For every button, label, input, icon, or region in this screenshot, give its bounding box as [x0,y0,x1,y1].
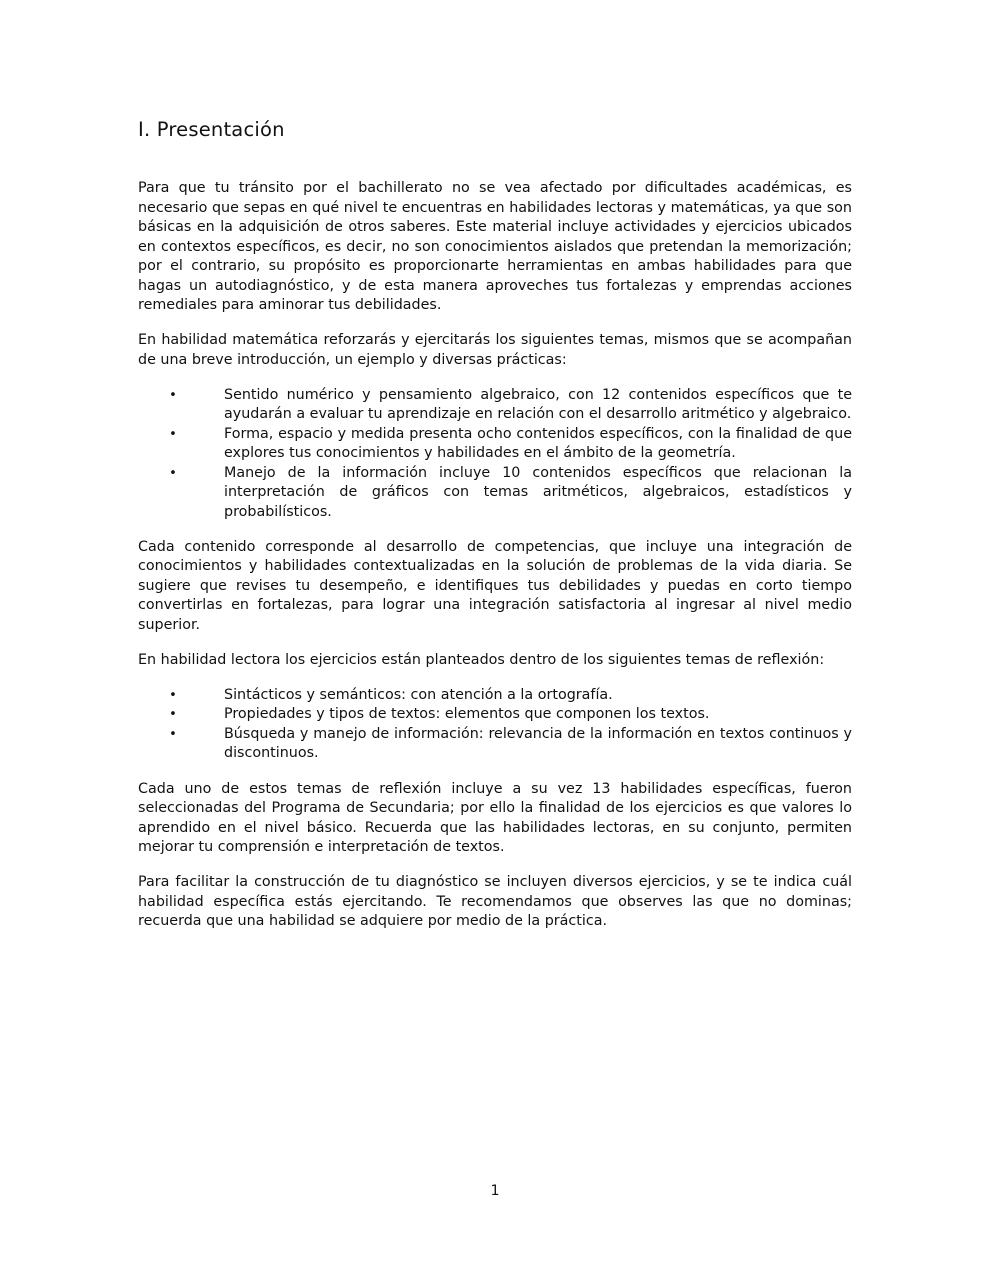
math-intro-paragraph: En habilidad matemática reforzarás y ejercitarás los siguientes temas, mismos que se acompañan de una breve introducción, un ejemplo y diversas prácticas: [138,332,852,368]
list-item [138,425,852,464]
bullet-icon: • [169,387,177,403]
intro-paragraph: Para que tu tránsito por el bachillerato no se vea afectado por dificultades académicas, es necesario que sepas en qué nivel te encuentras en habilidades lectoras y matemáticas, ya que son básicas en la adquisición de otros saberes. Este material incluye actividades y ejercicios ubicados en contextos específicos, es decir, no son conocimientos aislados que pretendan la memorización; por el contrario, su propósito es proporcionarte herramientas en ambas habilidades para que hagas un autodiagnóstico, y de esta manera aproveches tus fortalezas y emprendas acciones remediales para aminorar tus debilidades. [138,180,852,313]
list-item-text: Sentido numérico y pensamiento algebraico, con 12 contenidos específicos que te ayudarán a evaluar tu aprendizaje en relación con el desarrollo aritmético y algebraico. [224,386,852,423]
list-item-text: Forma, espacio y medida presenta ocho contenidos específicos, con la finalidad de que explores tus conocimientos y habilidades en el ámbito de la geometría. [224,425,852,462]
list-item-text: Búsqueda y manejo de información: relevancia de la información en textos continuos y discontinuos. [224,725,852,762]
list-item [138,386,852,425]
list-item [138,464,852,523]
list-item [138,686,852,706]
competencias-paragraph: Cada contenido corresponde al desarrollo de competencias, que incluye una integración de conocimientos y habilidades contextualizadas en la solución de problemas de la vida diaria. Se sugiere que revises tu desempeño, e identifiques tus debilidades y puedas en corto tiempo convertirlas en fortalezas, para lograr una integración satisfactoria al ingresar al nivel medio superior. [138,538,852,633]
lectora-detalle-paragraph: Cada uno de estos temas de reflexión incluye a su vez 13 habilidades específicas, fueron seleccionadas del Programa de Secundaria; por ello la finalidad de los ejercicios es que valores lo aprendido en el nivel básico. Recuerda que las habilidades lectoras, en su conjunto, permiten mejorar tu comprensión e interpretación de textos. [138,780,852,856]
list-item [138,705,852,725]
bullet-icon: • [169,465,177,481]
page-number: 1 [490,1183,500,1199]
bullet-icon: • [169,707,177,723]
bullet-icon: • [169,726,177,742]
lectora-intro-paragraph: En habilidad lectora los ejercicios están planteados dentro de los siguientes temas de reflexión: [138,651,825,668]
cierre-paragraph: Para facilitar la construcción de tu diagnóstico se incluyen diversos ejercicios, y se te indica cuál habilidad específica estás ejercitando. Te recomendamos que observes las que no dominas; recuerda que una habilidad se adquiere por medio de la práctica. [138,874,852,930]
list-item-text: Propiedades y tipos de textos: elementos que componen los textos. [224,706,710,723]
math-topics-list [138,386,852,523]
section-heading: I. Presentación [138,118,285,141]
section-body [138,179,852,947]
reading-topics-list [138,686,852,764]
list-item-text: Sintácticos y semánticos: con atención a la ortografía. [224,686,613,703]
list-item-text: Manejo de la información incluye 10 contenidos específicos que relacionan la interpretación de gráficos con temas aritméticos, algebraicos, estadísticos y probabilísticos. [224,464,852,520]
bullet-icon: • [169,426,177,442]
list-item [138,725,852,764]
bullet-icon: • [169,687,177,703]
